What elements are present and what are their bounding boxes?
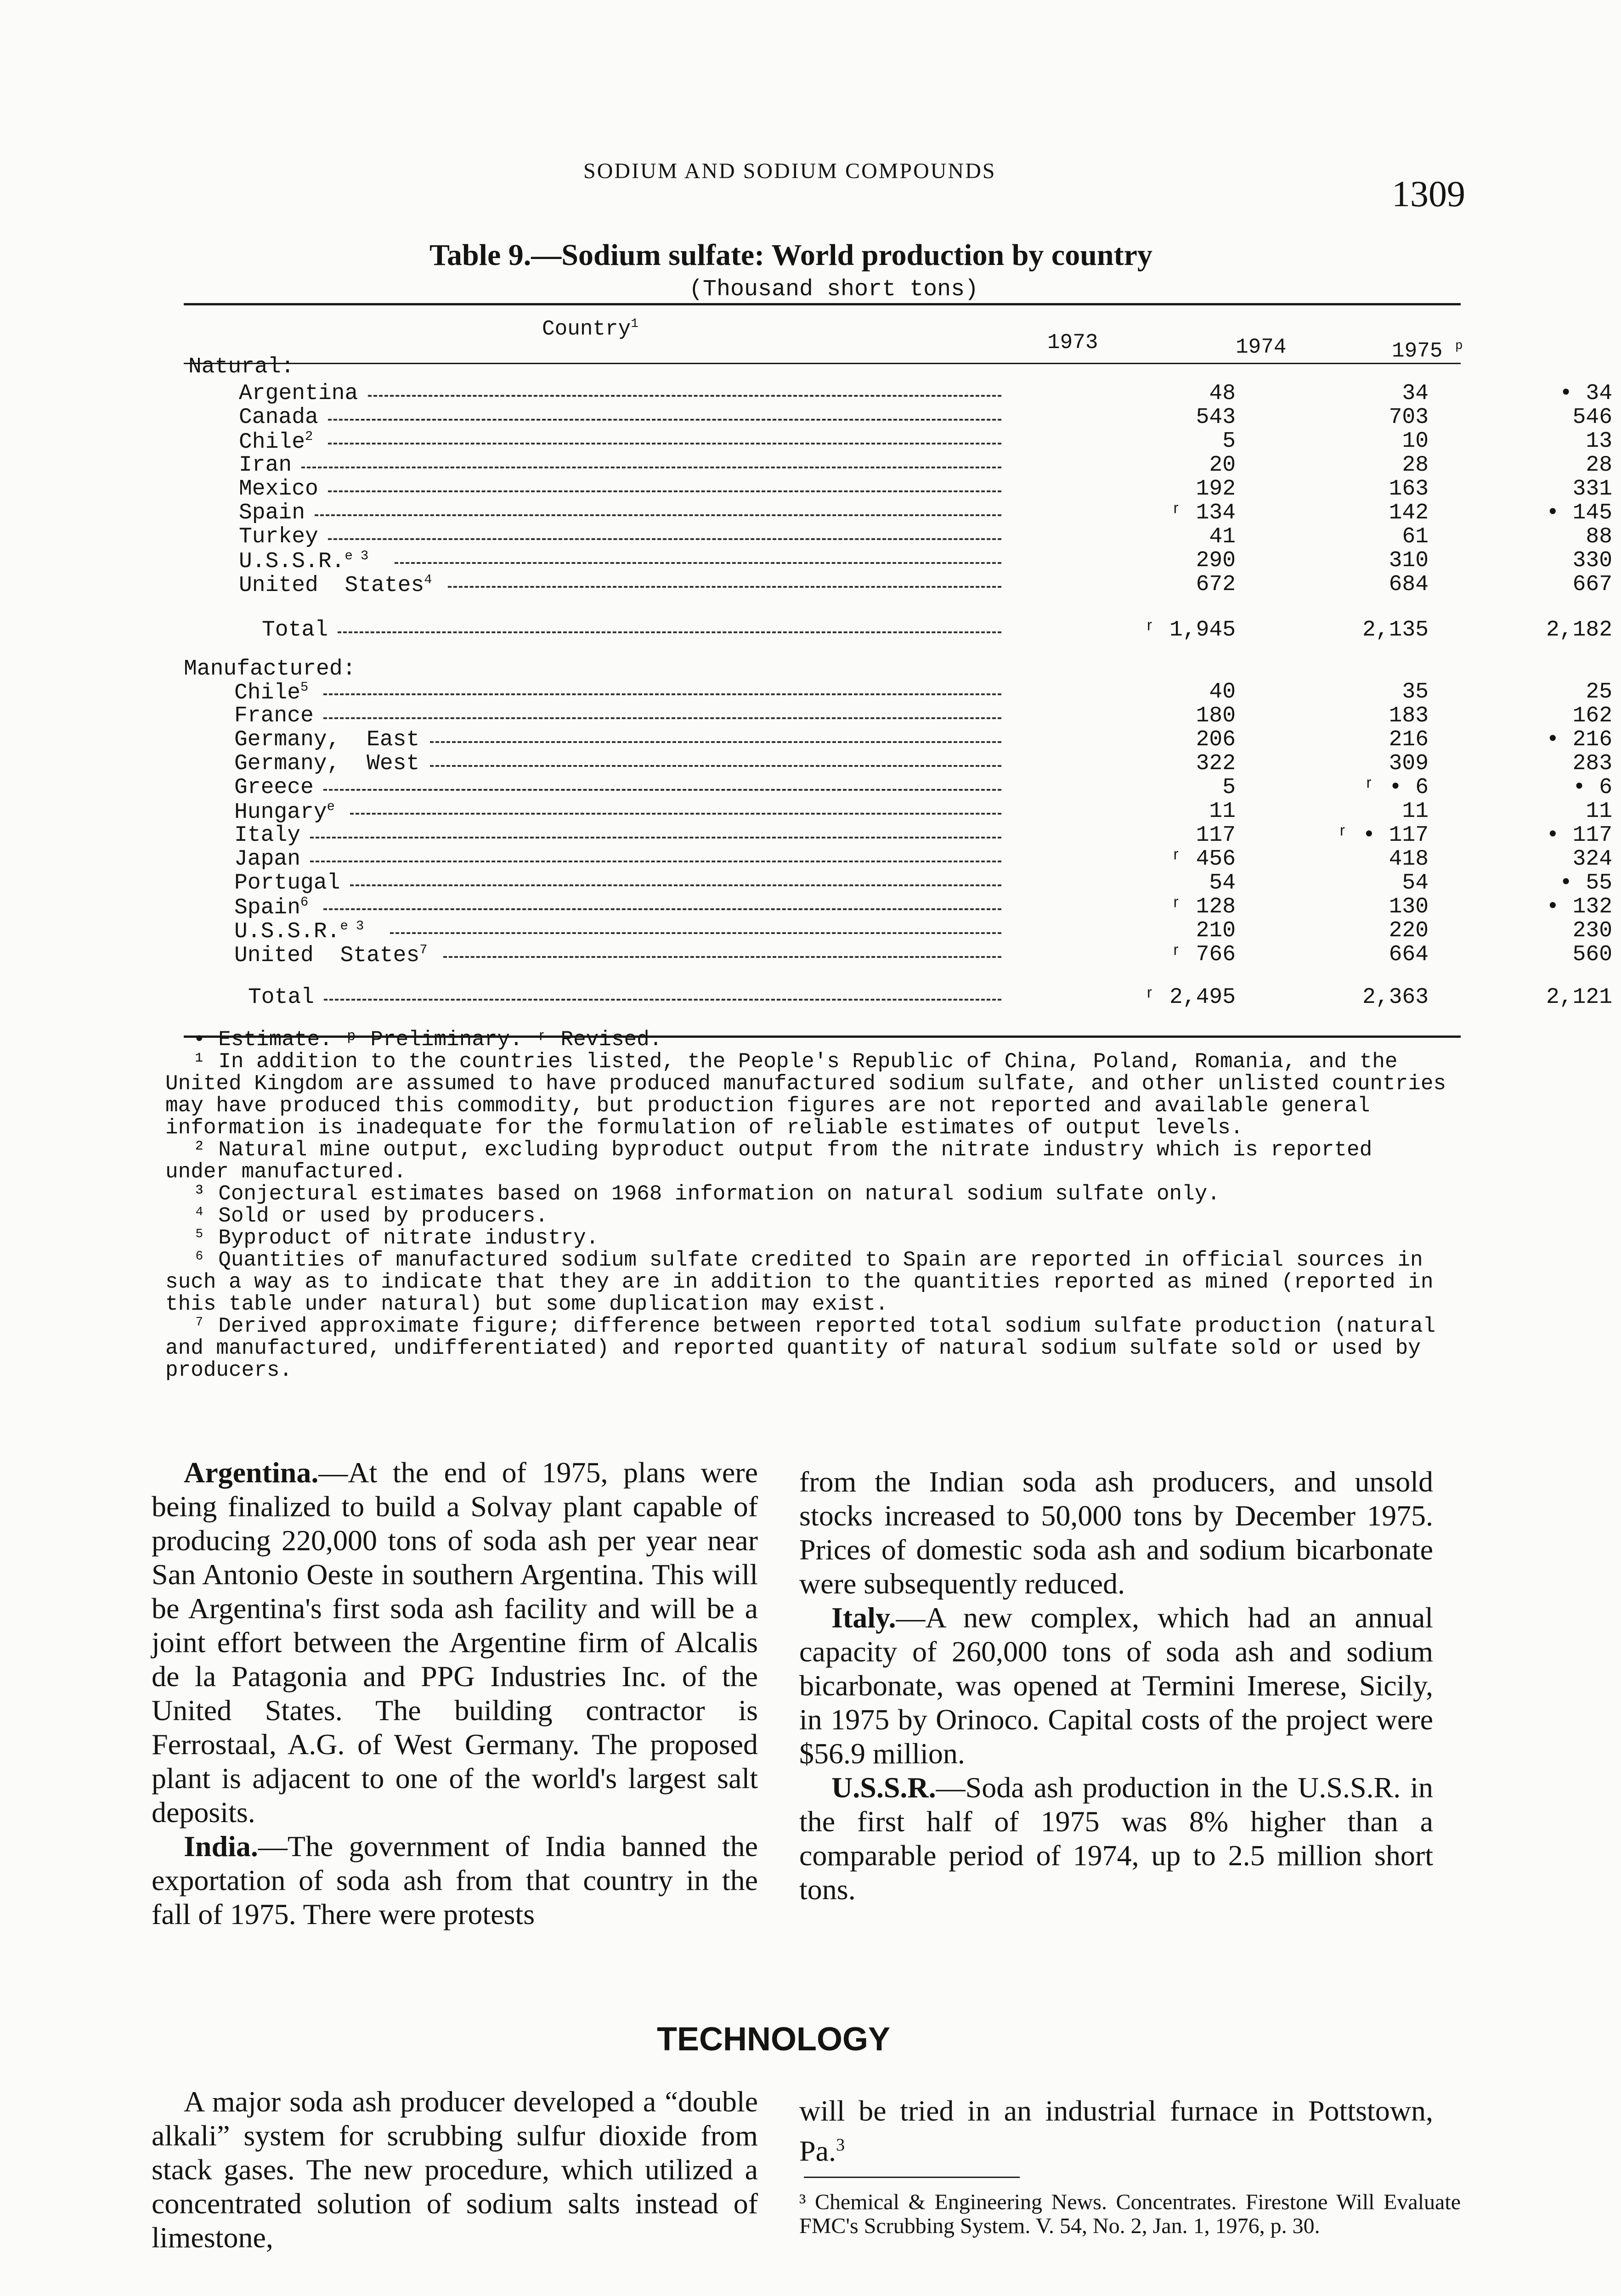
page-number: 1309 bbox=[1392, 174, 1465, 214]
value-1975: 13 bbox=[1586, 429, 1612, 454]
row-label: Mexico bbox=[239, 477, 318, 501]
table-header-rule bbox=[184, 363, 1461, 364]
natural-row bbox=[184, 381, 1612, 406]
note-6: ⁶ Quantities of manufactured sodium sulfate credited to Spain are reported in official sources in such a way as to indicate that they are in addition to the quantities reported as mined (reported in this table under natural) but some duplication may exist. bbox=[165, 1248, 1434, 1316]
value-1973: ʳ 128 bbox=[1169, 895, 1236, 919]
row-footnote-mark: 2 bbox=[305, 429, 313, 444]
value-1974: ʳ • 6 bbox=[1362, 775, 1429, 800]
value-1975: 331 bbox=[1572, 477, 1612, 501]
value-1975: 330 bbox=[1572, 548, 1612, 573]
row-label: Portugal bbox=[234, 871, 340, 895]
manufactured-row bbox=[184, 727, 1612, 752]
manufactured-row bbox=[184, 751, 1612, 776]
value-1974: 130 bbox=[1389, 895, 1429, 919]
value-1975: 88 bbox=[1586, 524, 1612, 549]
row-footnote-mark: e 3 bbox=[345, 548, 369, 563]
manufactured-total bbox=[184, 985, 1612, 1010]
row-footnote-mark: 7 bbox=[419, 942, 428, 957]
leader-dots bbox=[323, 908, 1001, 910]
row-label: United States$^7$ bbox=[234, 942, 428, 968]
manufactured-row bbox=[184, 703, 1612, 728]
value-1975: 2,182 bbox=[1546, 618, 1612, 642]
value-1974: 703 bbox=[1389, 405, 1429, 430]
value-1973: 11 bbox=[1209, 799, 1236, 824]
value-1974: 418 bbox=[1389, 847, 1429, 872]
value-1974: 183 bbox=[1389, 703, 1429, 728]
paragraph-italy: Italy.—A new complex, which had an annual capacity of 260,000 tons of soda ash and sodium bicarbonate, was opened at Termini Imerese, Sicily, in 1975 by Orinoco. Capital costs of the project were $56.9 million. bbox=[799, 1601, 1433, 1770]
note-5: ⁵ Byproduct of nitrate industry. bbox=[193, 1226, 599, 1250]
manufactured-row bbox=[184, 942, 1612, 968]
natural-total bbox=[184, 618, 1612, 642]
value-1974: 2,135 bbox=[1362, 618, 1429, 642]
paragraph-argentina: Argentina.—At the end of 1975, plans were being finalized to build a Solvay plant capable of producing 220,000 tons of soda ash per year near San Antonio Oeste in southern Argentina. This will be Argentina's first soda ash facility and will be a joint effort between the Argentine firm of Alcalis de la Patagonia and PPG Industries Inc. of the United States. The building contractor is Ferrostaal, A.G. of West Germany. The proposed plant is adjacent to one of the world's largest salt deposits. bbox=[152, 1456, 758, 1829]
leader-dots bbox=[301, 467, 1001, 468]
value-1973: 192 bbox=[1196, 477, 1236, 501]
value-1973: 210 bbox=[1196, 918, 1236, 943]
value-1973: 117 bbox=[1196, 823, 1236, 848]
leader-dots bbox=[395, 562, 1001, 564]
leader-dots bbox=[323, 717, 1001, 719]
manufactured-row bbox=[184, 680, 1612, 705]
natural-row bbox=[184, 453, 1612, 478]
leader-dots bbox=[443, 956, 1001, 958]
value-1974: 684 bbox=[1389, 572, 1429, 597]
value-1975: • 117 bbox=[1546, 823, 1612, 848]
right-column bbox=[799, 1465, 1433, 1907]
row-label: Iran bbox=[239, 453, 292, 478]
value-1975: 11 bbox=[1586, 799, 1612, 824]
value-1973: 54 bbox=[1209, 871, 1236, 895]
value-1975: • 55 bbox=[1559, 871, 1612, 895]
value-1975: • 216 bbox=[1546, 727, 1612, 752]
manufactured-group-label: Manufactured: bbox=[184, 657, 356, 681]
value-1974: 54 bbox=[1402, 871, 1429, 895]
value-1973: ʳ 134 bbox=[1169, 501, 1236, 525]
section-heading-technology: TECHNOLOGY bbox=[657, 2021, 891, 2058]
manufactured-row bbox=[184, 847, 1612, 872]
value-1973: 40 bbox=[1209, 680, 1236, 704]
manufactured-row bbox=[184, 823, 1612, 848]
leader-dots bbox=[448, 586, 1001, 588]
row-label: U.S.S.R.$^{e 3}$ bbox=[234, 918, 364, 944]
technology-left bbox=[152, 2085, 758, 2255]
leader-dots bbox=[350, 884, 1001, 886]
footnote-rule bbox=[804, 2177, 1020, 2178]
row-footnote-mark: 4 bbox=[424, 572, 432, 587]
value-1973: 206 bbox=[1196, 727, 1236, 752]
value-1975: • 132 bbox=[1546, 895, 1612, 919]
table-top-rule bbox=[184, 303, 1461, 305]
table-notes bbox=[165, 1029, 1447, 1381]
manufactured-row bbox=[184, 799, 1612, 825]
value-1974: 61 bbox=[1402, 524, 1429, 549]
value-1975: 230 bbox=[1572, 918, 1612, 943]
value-1973: 180 bbox=[1196, 703, 1236, 728]
value-1974: 220 bbox=[1389, 918, 1429, 943]
value-1973: ʳ 766 bbox=[1169, 942, 1236, 967]
leader-dots bbox=[310, 861, 1001, 862]
row-label: Spain bbox=[239, 501, 305, 525]
value-1974: 28 bbox=[1402, 453, 1429, 478]
value-1975: 162 bbox=[1572, 703, 1612, 728]
row-label: Chile$^2$ bbox=[239, 429, 313, 455]
leader-dots bbox=[338, 631, 1001, 633]
natural-group-label: Natural: bbox=[188, 355, 294, 379]
value-1974: 35 bbox=[1402, 680, 1429, 704]
value-1974: 309 bbox=[1389, 751, 1429, 776]
value-1974: 142 bbox=[1389, 501, 1429, 525]
note-2: ² Natural mine output, excluding byproduct output from the nitrate industry which is reported under manufactured. bbox=[165, 1138, 1372, 1184]
manufactured-row bbox=[184, 918, 1612, 944]
value-1973: 5 bbox=[1222, 429, 1236, 454]
value-1973: 41 bbox=[1209, 524, 1236, 549]
value-1975: 560 bbox=[1572, 942, 1612, 967]
value-1974: 34 bbox=[1402, 381, 1429, 406]
left-column bbox=[152, 1456, 758, 1931]
natural-row bbox=[184, 524, 1612, 549]
value-1973: ʳ 456 bbox=[1169, 847, 1236, 872]
value-1975: 324 bbox=[1572, 847, 1612, 872]
row-label: Germany, East bbox=[234, 727, 420, 752]
value-1974: 10 bbox=[1402, 429, 1429, 454]
natural-row bbox=[184, 572, 1612, 598]
note-1: ¹ In addition to the countries listed, the People's Republic of China, Poland, Romania, and the United Kingdom are assumed to have produced manufactured sodium sulfate, and other unlisted countries may have produced this commodity, but production figures are not reported and available general information is inadequate for the formulation of reliable estimates of output levels. bbox=[165, 1050, 1446, 1140]
leader-dots bbox=[323, 789, 1001, 791]
leader-dots bbox=[323, 693, 1001, 695]
value-1975: 2,121 bbox=[1546, 985, 1612, 1010]
value-1975: 25 bbox=[1586, 680, 1612, 704]
note-legend: • Estimate. ᵖ Preliminary. ʳ Revised. bbox=[193, 1028, 662, 1052]
row-label: Canada bbox=[239, 405, 318, 430]
value-1974: 310 bbox=[1389, 548, 1429, 573]
value-1973: 5 bbox=[1222, 775, 1236, 800]
leader-dots bbox=[315, 514, 1001, 516]
row-label: France bbox=[234, 703, 314, 728]
value-1974: 163 bbox=[1389, 477, 1429, 501]
value-1973: 48 bbox=[1209, 381, 1236, 406]
row-label: Argentina bbox=[239, 381, 358, 406]
row-footnote-mark: 6 bbox=[300, 895, 309, 910]
footnote-ref: 3 bbox=[836, 2135, 845, 2155]
col-header-country: Country$^1$ bbox=[542, 317, 638, 341]
value-1975: 546 bbox=[1572, 405, 1612, 430]
natural-row bbox=[184, 501, 1612, 525]
paragraph-technology-cont: will be tried in an industrial furnace in Pottstown, Pa.$^3$ bbox=[799, 2094, 1433, 2167]
value-1973: 20 bbox=[1209, 453, 1236, 478]
value-1974: ʳ • 117 bbox=[1336, 823, 1429, 848]
leader-dots bbox=[390, 932, 1001, 934]
natural-row bbox=[184, 405, 1612, 430]
value-1973: 290 bbox=[1196, 548, 1236, 573]
row-label: Chile$^5$ bbox=[234, 680, 309, 705]
natural-row bbox=[184, 548, 1612, 574]
paragraph-technology: A major soda ash producer developed a “double alkali” system for scrubbing sulfur dioxide from stack gases. The new procedure, which utilized a concentrated solution of sodium salts instead of limestone, bbox=[152, 2085, 758, 2254]
manufactured-row bbox=[184, 871, 1612, 895]
row-label: Greece bbox=[234, 775, 314, 800]
value-1975: • 145 bbox=[1546, 501, 1612, 525]
leader-dots bbox=[430, 765, 1001, 767]
col-header-1973: 1973 bbox=[1047, 331, 1098, 355]
paragraph-ussr: U.S.S.R.—Soda ash production in the U.S.S.R. in the first half of 1975 was 8% higher than a comparable period of 1974, up to 2.5 million short tons. bbox=[799, 1771, 1433, 1906]
technology-right bbox=[799, 2094, 1433, 2168]
row-footnote-mark: e 3 bbox=[340, 918, 364, 934]
value-1974: 11 bbox=[1402, 799, 1429, 824]
value-1973: 322 bbox=[1196, 751, 1236, 776]
table-subtitle: (Thousand short tons) bbox=[689, 276, 979, 303]
manufactured-row bbox=[184, 775, 1612, 800]
row-label: Turkey bbox=[239, 524, 318, 549]
row-label: Italy bbox=[234, 823, 301, 848]
note-3: ³ Conjectural estimates based on 1968 information on natural sodium sulfate only. bbox=[193, 1182, 1220, 1206]
leader-dots bbox=[324, 999, 1001, 1001]
leader-dots bbox=[310, 837, 1001, 838]
row-label: Germany, West bbox=[234, 751, 420, 776]
row-label: United States$^4$ bbox=[239, 572, 432, 598]
value-1973: 672 bbox=[1196, 572, 1236, 597]
note-7: ⁷ Derived approximate figure; difference between reported total sodium sulfate production (natural and manufactured, undifferentiated) and reported quantity of natural sodium sulfate sold or used by producers. bbox=[165, 1314, 1436, 1382]
value-1973: ʳ 1,945 bbox=[1143, 618, 1236, 642]
row-label: U.S.S.R.$^{e 3}$ bbox=[239, 548, 369, 574]
value-1973: 543 bbox=[1196, 405, 1236, 430]
table-title: Table 9.—Sodium sulfate: World production by country bbox=[429, 238, 1152, 272]
col-header-1975: 1975 $^p$ bbox=[1392, 339, 1463, 363]
leader-dots bbox=[368, 395, 1001, 397]
leader-dots bbox=[350, 813, 1001, 815]
leader-dots bbox=[328, 490, 1001, 492]
footnote-3: ³ Chemical & Engineering News. Concentrates. Firestone Will Evaluate FMC's Scrubbing System. V. 54, No. 2, Jan. 1, 1976, p. 30. bbox=[799, 2190, 1461, 2238]
row-label: Spain$^6$ bbox=[234, 895, 309, 920]
paragraph-india: India.—The government of India banned the exportation of soda ash from that country in the fall of 1975. There were protests bbox=[152, 1830, 758, 1930]
leader-dots bbox=[328, 538, 1001, 540]
row-footnote-mark: e bbox=[327, 799, 335, 814]
leader-dots bbox=[328, 419, 1001, 421]
value-1975: • 34 bbox=[1559, 381, 1612, 406]
value-1975: 283 bbox=[1572, 751, 1612, 776]
row-label: Japan bbox=[234, 847, 301, 872]
col-header-1974: 1974 bbox=[1236, 335, 1287, 359]
value-1974: 216 bbox=[1389, 727, 1429, 752]
row-label: Total bbox=[262, 618, 328, 642]
running-head: SODIUM AND SODIUM COMPOUNDS bbox=[583, 159, 996, 183]
natural-row bbox=[184, 429, 1612, 455]
row-footnote-mark: 5 bbox=[300, 680, 309, 695]
manufactured-row bbox=[184, 895, 1612, 920]
value-1975: 28 bbox=[1586, 453, 1612, 478]
natural-row bbox=[184, 477, 1612, 501]
paragraph-india-cont: from the Indian soda ash producers, and unsold stocks increased to 50,000 tons by December 1975. Prices of domestic soda ash and sodium bicarbonate were subsequently reduced. bbox=[799, 1465, 1433, 1600]
value-1975: 667 bbox=[1572, 572, 1612, 597]
note-4: ⁴ Sold or used by producers. bbox=[193, 1204, 548, 1228]
row-label: Total bbox=[248, 985, 315, 1010]
value-1974: 2,363 bbox=[1362, 985, 1429, 1010]
leader-dots bbox=[328, 443, 1001, 445]
value-1973: ʳ 2,495 bbox=[1143, 985, 1236, 1010]
value-1975: • 6 bbox=[1572, 775, 1612, 800]
leader-dots bbox=[430, 741, 1001, 743]
value-1974: 664 bbox=[1389, 942, 1429, 967]
row-label: Hungary$^e$ bbox=[234, 799, 335, 825]
